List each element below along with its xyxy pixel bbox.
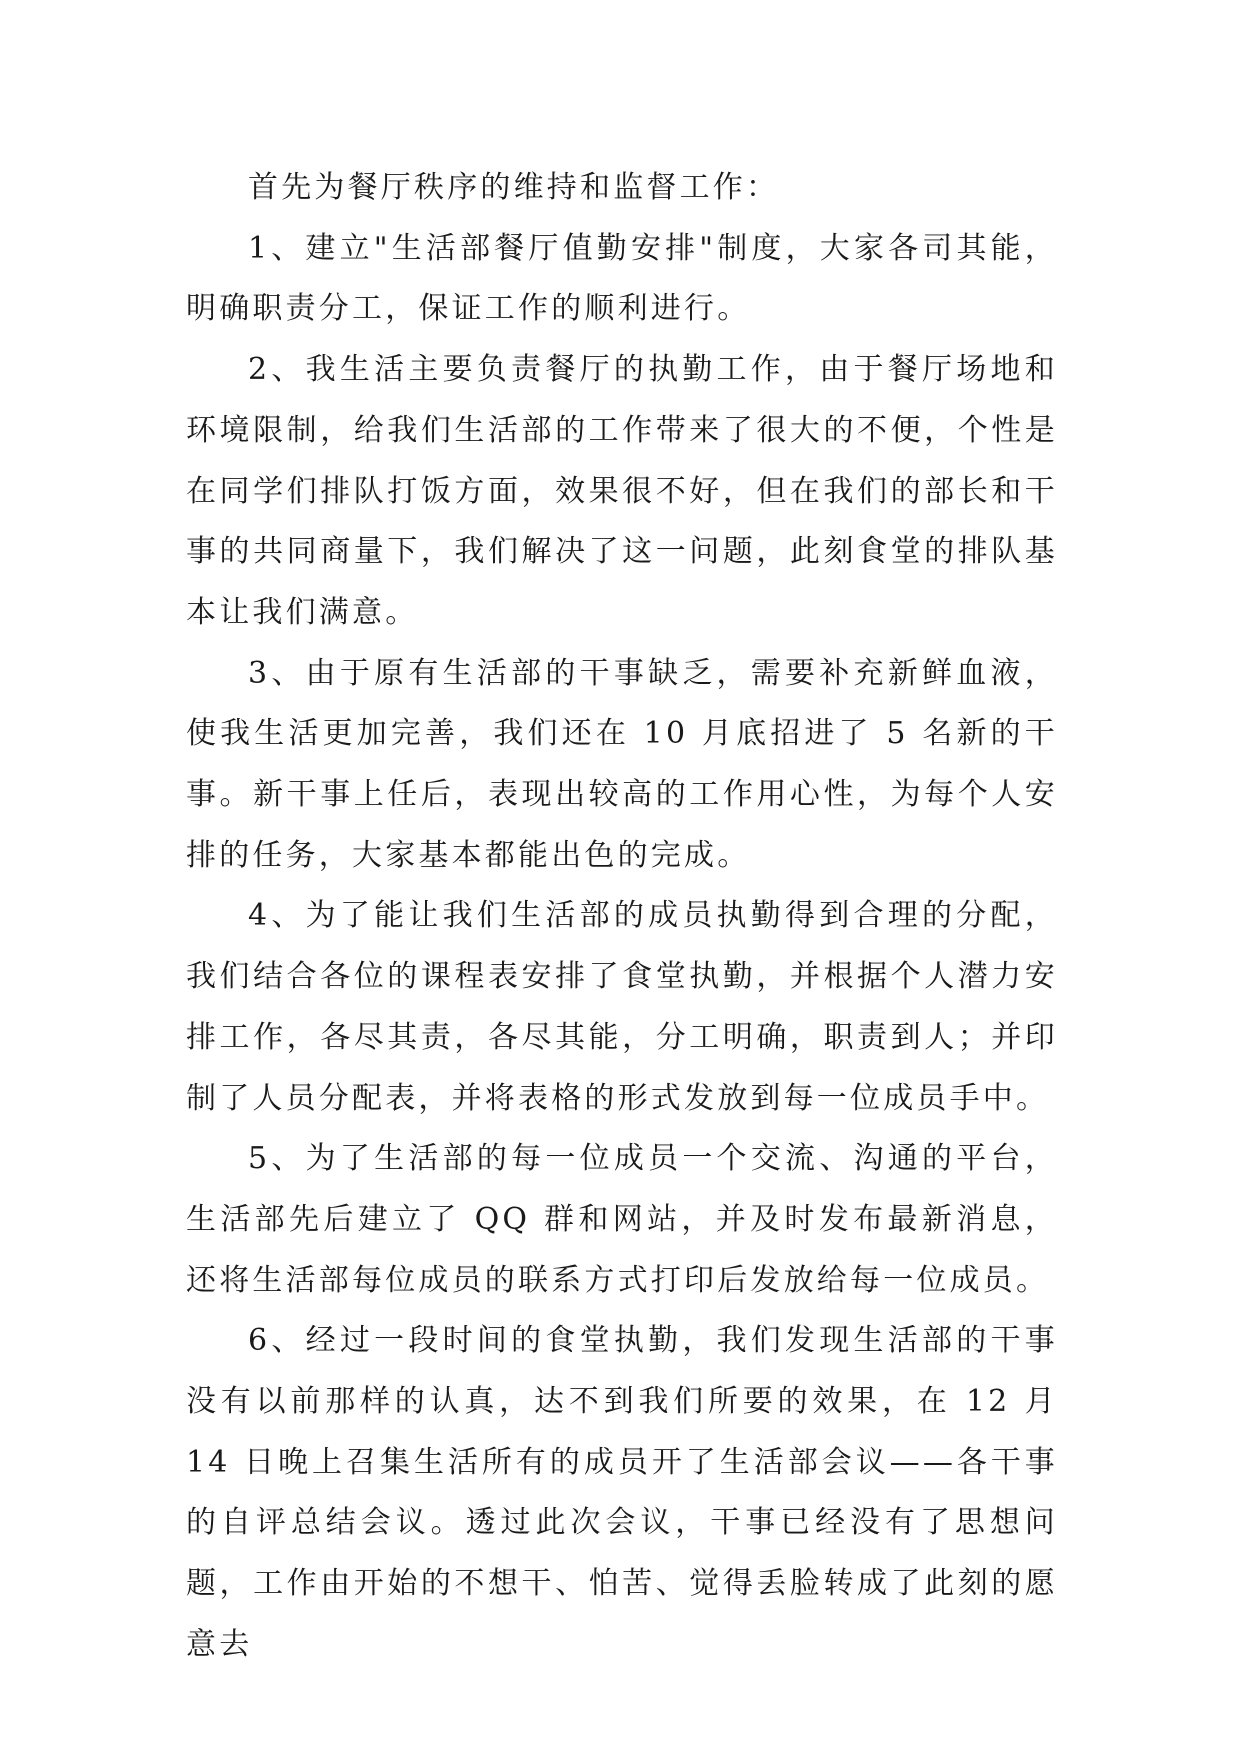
paragraph-item-3: 3、由于原有生活部的干事缺乏，需要补充新鲜血液，使我生活更加完善，我们还在 10 月底招进了 5 名新的干事。新干事上任后，表现出较高的工作用心性，为每个人安排的任务，大家基本都能出色的完成。 — [186, 655, 1058, 873]
paragraph-intro: 首先为餐厅秩序的维持和监督工作： — [248, 170, 780, 205]
paragraph-item-1: 1、建立"生活部餐厅值勤安排"制度，大家各司其能，明确职责分工，保证工作的顺利进行。 — [186, 230, 1058, 327]
document-body — [186, 158, 1058, 1676]
paragraph-item-5: 5、为了生活部的每一位成员一个交流、沟通的平台，生活部先后建立了 QQ 群和网站，并及时发布最新消息，还将生活部每位成员的联系方式打印后发放给每一位成员。 — [186, 1141, 1058, 1298]
paragraph-item-4: 4、为了能让我们生活部的成员执勤得到合理的分配，我们结合各位的课程表安排了食堂执勤，并根据个人潜力安排工作，各尽其责，各尽其能，分工明确，职责到人；并印制了人员分配表，并将表格的形式发放到每一位成员手中。 — [186, 898, 1058, 1116]
paragraph-item-6: 6、经过一段时间的食堂执勤，我们发现生活部的干事没有以前那样的认真，达不到我们所要的效果，在 12 月 14 日晚上召集生活所有的成员开了生活部会议——各干事的自评总结会议。透过此次会议，干事已经没有了思想问题，工作由开始的不想干、怕苦、觉得丢脸转成了此刻的愿意去 — [186, 1323, 1058, 1662]
paragraph-item-2: 2、我生活主要负责餐厅的执勤工作，由于餐厅场地和环境限制，给我们生活部的工作带来了很大的不便，个性是在同学们排队打饭方面，效果很不好，但在我们的部长和干事的共同商量下，我们解决了这一问题，此刻食堂的排队基本让我们满意。 — [186, 352, 1058, 630]
